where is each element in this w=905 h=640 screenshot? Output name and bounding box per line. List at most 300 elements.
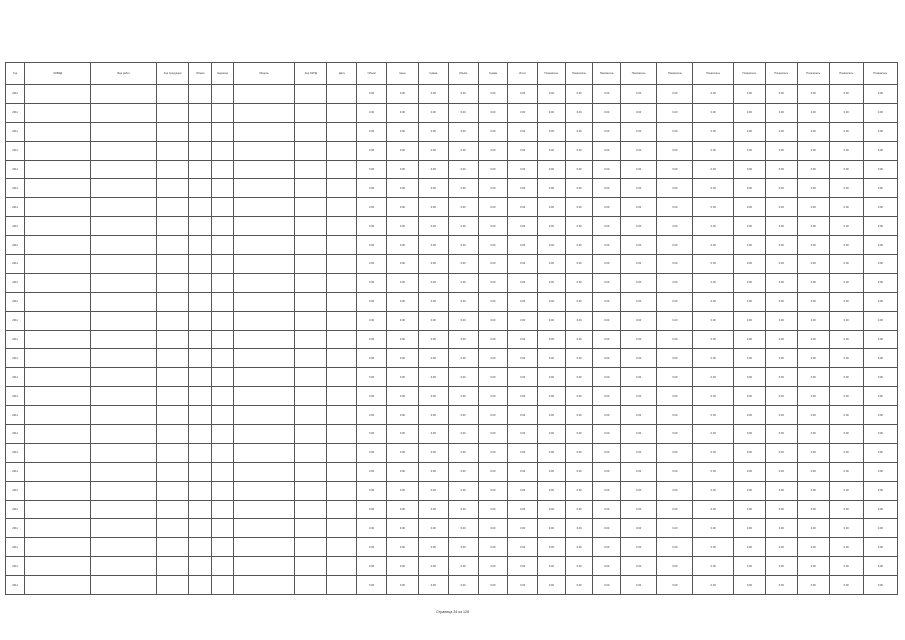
table-cell: 0.00 <box>565 538 593 557</box>
table-cell: 0.00 <box>733 368 765 387</box>
table-cell: 0.00 <box>357 406 387 425</box>
table-cell: 0.00 <box>538 122 566 141</box>
table-cell: 0.00 <box>538 311 566 330</box>
column-header: Объём <box>448 63 478 85</box>
table-cell <box>327 349 357 368</box>
table-cell: 0.00 <box>797 160 829 179</box>
table-cell: 0.00 <box>797 198 829 217</box>
table-cell: 0.00 <box>448 576 478 595</box>
table-cell: 0.00 <box>478 368 508 387</box>
table-cell: 0.00 <box>693 538 733 557</box>
table-cell <box>327 519 357 538</box>
table-cell: 2011 <box>6 198 25 217</box>
table-cell <box>295 443 327 462</box>
table-cell <box>295 557 327 576</box>
table-cell: 0.00 <box>829 103 863 122</box>
table-cell: 0.00 <box>593 462 621 481</box>
table-cell: 0.00 <box>386 273 418 292</box>
table-cell: 0.00 <box>863 406 897 425</box>
table-cell <box>189 217 212 236</box>
table-cell <box>25 217 91 236</box>
table-cell <box>25 198 91 217</box>
table-cell: 0.00 <box>593 255 621 274</box>
table-cell: 0.00 <box>863 273 897 292</box>
table-cell: 0.00 <box>357 292 387 311</box>
table-cell: 0.00 <box>765 368 797 387</box>
table-row <box>6 557 898 576</box>
table-cell: 0.00 <box>538 519 566 538</box>
table-cell: 0.00 <box>478 443 508 462</box>
table-cell <box>91 576 157 595</box>
table-cell: 0.00 <box>357 387 387 406</box>
table-cell: 2011 <box>6 557 25 576</box>
table-cell: 0.00 <box>797 255 829 274</box>
table-cell: 0.00 <box>657 292 693 311</box>
table-cell: 0.00 <box>478 500 508 519</box>
table-cell <box>25 443 91 462</box>
table-cell: 0.00 <box>621 538 657 557</box>
table-cell: 0.00 <box>565 292 593 311</box>
table-cell <box>25 538 91 557</box>
table-cell <box>327 538 357 557</box>
table-cell: 0.00 <box>797 519 829 538</box>
table-cell <box>157 217 189 236</box>
table-cell: 0.00 <box>657 236 693 255</box>
table-cell <box>233 179 295 198</box>
table-cell: 0.00 <box>386 557 418 576</box>
table-cell: 0.00 <box>538 255 566 274</box>
table-cell: 0.00 <box>733 557 765 576</box>
table-cell: 0.00 <box>765 387 797 406</box>
table-cell: 0.00 <box>508 576 538 595</box>
table-cell: 0.00 <box>386 311 418 330</box>
table-cell <box>212 255 233 274</box>
table-cell: 0.00 <box>829 519 863 538</box>
table-cell: 0.00 <box>448 217 478 236</box>
table-cell: 0.00 <box>657 387 693 406</box>
table-cell: 0.00 <box>797 387 829 406</box>
table-cell: 0.00 <box>829 387 863 406</box>
table-cell: 0.00 <box>863 311 897 330</box>
table-row <box>6 500 898 519</box>
table-cell: 0.00 <box>418 141 448 160</box>
table-cell: 0.00 <box>448 236 478 255</box>
table-cell: 0.00 <box>418 179 448 198</box>
table-cell: 0.00 <box>657 141 693 160</box>
table-cell <box>212 217 233 236</box>
table-cell: 0.00 <box>593 519 621 538</box>
table-cell: 0.00 <box>733 141 765 160</box>
table-cell <box>212 519 233 538</box>
table-cell: 0.00 <box>538 406 566 425</box>
table-cell <box>295 500 327 519</box>
table-cell: 0.00 <box>508 368 538 387</box>
table-cell: 0.00 <box>621 198 657 217</box>
table-cell: 0.00 <box>765 538 797 557</box>
table-cell: 0.00 <box>797 141 829 160</box>
table-cell <box>157 519 189 538</box>
table-cell: 0.00 <box>418 122 448 141</box>
table-cell <box>212 311 233 330</box>
table-cell: 0.00 <box>863 462 897 481</box>
column-header: Вид работ <box>91 63 157 85</box>
table-cell: 0.00 <box>448 330 478 349</box>
column-header: Дата <box>327 63 357 85</box>
table-cell: 0.00 <box>386 538 418 557</box>
table-cell: 0.00 <box>693 330 733 349</box>
table-cell: 0.00 <box>478 330 508 349</box>
table-cell: 0.00 <box>733 462 765 481</box>
table-cell: 0.00 <box>765 255 797 274</box>
table-cell: 0.00 <box>863 179 897 198</box>
table-cell: 0.00 <box>386 519 418 538</box>
table-cell: 0.00 <box>448 122 478 141</box>
table-cell: 0.00 <box>765 198 797 217</box>
table-cell: 0.00 <box>448 141 478 160</box>
table-cell: 0.00 <box>863 217 897 236</box>
table-cell <box>327 273 357 292</box>
table-cell: 0.00 <box>508 236 538 255</box>
table-cell: 0.00 <box>508 349 538 368</box>
table-cell: 0.00 <box>621 576 657 595</box>
table-cell: 2011 <box>6 500 25 519</box>
table-cell: 0.00 <box>657 576 693 595</box>
table-cell <box>212 103 233 122</box>
column-header: Показатель <box>765 63 797 85</box>
table-cell: 0.00 <box>418 236 448 255</box>
table-cell <box>295 236 327 255</box>
table-cell: 0.00 <box>797 443 829 462</box>
table-cell <box>157 103 189 122</box>
table-cell <box>189 236 212 255</box>
table-cell: 0.00 <box>797 311 829 330</box>
table-cell <box>25 292 91 311</box>
table-cell: 0.00 <box>508 481 538 500</box>
table-cell <box>212 273 233 292</box>
table-cell <box>327 500 357 519</box>
table-cell: 0.00 <box>765 217 797 236</box>
table-cell: 0.00 <box>765 236 797 255</box>
table-cell <box>25 160 91 179</box>
table-cell: 2011 <box>6 141 25 160</box>
table-cell <box>212 349 233 368</box>
table-cell: 0.00 <box>386 160 418 179</box>
table-cell <box>189 425 212 444</box>
table-cell: 0.00 <box>765 500 797 519</box>
table-cell: 0.00 <box>593 122 621 141</box>
table-cell: 0.00 <box>733 236 765 255</box>
table-cell: 0.00 <box>538 217 566 236</box>
table-cell: 0.00 <box>565 425 593 444</box>
table-cell: 0.00 <box>693 387 733 406</box>
table-cell: 0.00 <box>693 557 733 576</box>
table-cell <box>25 425 91 444</box>
table-cell: 0.00 <box>863 122 897 141</box>
table-cell: 0.00 <box>386 368 418 387</box>
table-cell <box>233 198 295 217</box>
table-row <box>6 292 898 311</box>
table-cell: 0.00 <box>593 500 621 519</box>
table-cell: 0.00 <box>733 538 765 557</box>
table-cell: 2011 <box>6 538 25 557</box>
table-cell: 0.00 <box>593 387 621 406</box>
table-cell <box>157 443 189 462</box>
table-cell <box>212 425 233 444</box>
table-cell <box>233 311 295 330</box>
table-cell <box>91 406 157 425</box>
table-cell: 0.00 <box>829 538 863 557</box>
table-cell <box>91 160 157 179</box>
table-row <box>6 255 898 274</box>
table-cell <box>233 217 295 236</box>
table-cell <box>327 85 357 104</box>
table-cell: 0.00 <box>538 500 566 519</box>
table-cell: 0.00 <box>357 425 387 444</box>
table-cell: 0.00 <box>357 198 387 217</box>
table-cell: 0.00 <box>538 273 566 292</box>
table-cell: 0.00 <box>657 519 693 538</box>
table-cell: 0.00 <box>797 406 829 425</box>
table-cell: 0.00 <box>797 557 829 576</box>
table-cell: 0.00 <box>448 538 478 557</box>
table-cell <box>25 500 91 519</box>
table-cell: 0.00 <box>593 85 621 104</box>
table-cell: 0.00 <box>448 349 478 368</box>
table-cell: 0.00 <box>508 141 538 160</box>
table-cell: 0.00 <box>621 519 657 538</box>
table-cell: 0.00 <box>418 103 448 122</box>
table-cell: 0.00 <box>565 160 593 179</box>
table-cell: 0.00 <box>765 160 797 179</box>
table-cell: 0.00 <box>386 179 418 198</box>
table-cell <box>157 406 189 425</box>
table-cell: 0.00 <box>733 425 765 444</box>
table-cell <box>25 368 91 387</box>
table-cell <box>295 292 327 311</box>
table-row <box>6 425 898 444</box>
table-cell: 0.00 <box>657 179 693 198</box>
table-cell <box>157 141 189 160</box>
table-cell: 0.00 <box>593 311 621 330</box>
table-cell <box>91 141 157 160</box>
table-cell: 0.00 <box>386 406 418 425</box>
table-cell: 0.00 <box>538 538 566 557</box>
table-cell <box>327 557 357 576</box>
table-cell <box>295 462 327 481</box>
table-cell: 0.00 <box>448 311 478 330</box>
table-cell: 0.00 <box>565 368 593 387</box>
table-cell: 0.00 <box>538 443 566 462</box>
table-cell <box>157 481 189 500</box>
table-cell <box>157 557 189 576</box>
table-cell: 0.00 <box>765 122 797 141</box>
column-header: Показатель <box>733 63 765 85</box>
table-cell: 0.00 <box>478 217 508 236</box>
table-cell: 0.00 <box>621 368 657 387</box>
table-cell: 0.00 <box>621 85 657 104</box>
table-cell: 0.00 <box>565 330 593 349</box>
column-header: Код продукции <box>157 63 189 85</box>
table-cell: 0.00 <box>418 273 448 292</box>
table-cell: 0.00 <box>508 519 538 538</box>
table-cell: 0.00 <box>829 85 863 104</box>
table-cell: 0.00 <box>386 255 418 274</box>
table-cell: 0.00 <box>448 557 478 576</box>
table-cell: 2011 <box>6 217 25 236</box>
table-cell <box>189 576 212 595</box>
table-cell: 0.00 <box>693 349 733 368</box>
table-cell: 0.00 <box>508 443 538 462</box>
table-cell: 0.00 <box>418 425 448 444</box>
table-cell <box>233 122 295 141</box>
table-cell: 0.00 <box>765 425 797 444</box>
table-cell: 0.00 <box>357 330 387 349</box>
table-cell <box>25 236 91 255</box>
table-cell: 0.00 <box>733 160 765 179</box>
table-cell: 0.00 <box>797 85 829 104</box>
table-cell <box>189 462 212 481</box>
table-cell: 0.00 <box>693 292 733 311</box>
table-cell: 0.00 <box>418 330 448 349</box>
table-cell: 0.00 <box>693 198 733 217</box>
table-cell: 0.00 <box>565 311 593 330</box>
table-cell: 2011 <box>6 179 25 198</box>
table-cell: 0.00 <box>765 179 797 198</box>
table-cell: 0.00 <box>478 179 508 198</box>
table-cell <box>233 85 295 104</box>
column-header: Модель <box>233 63 295 85</box>
table-cell <box>212 141 233 160</box>
table-cell <box>157 500 189 519</box>
table-cell <box>157 425 189 444</box>
table-cell <box>327 311 357 330</box>
table-cell: 0.00 <box>693 368 733 387</box>
table-cell: 0.00 <box>657 311 693 330</box>
table-cell: 0.00 <box>538 160 566 179</box>
table-cell: 0.00 <box>621 103 657 122</box>
table-cell: 0.00 <box>565 122 593 141</box>
table-cell: 0.00 <box>357 160 387 179</box>
table-cell: 0.00 <box>418 217 448 236</box>
table-cell: 0.00 <box>593 236 621 255</box>
table-cell: 0.00 <box>657 103 693 122</box>
table-cell: 0.00 <box>508 179 538 198</box>
table-cell <box>212 500 233 519</box>
table-cell <box>91 425 157 444</box>
table-cell: 0.00 <box>418 481 448 500</box>
table-cell: 0.00 <box>565 443 593 462</box>
table-cell: 0.00 <box>765 330 797 349</box>
table-cell: 0.00 <box>357 179 387 198</box>
column-header: Показатель <box>797 63 829 85</box>
table-cell <box>233 425 295 444</box>
table-cell <box>295 179 327 198</box>
table-cell <box>157 538 189 557</box>
table-cell: 0.00 <box>386 425 418 444</box>
table-cell: 2011 <box>6 160 25 179</box>
table-cell: 0.00 <box>593 160 621 179</box>
table-cell: 0.00 <box>357 462 387 481</box>
table-cell: 0.00 <box>508 500 538 519</box>
table-cell <box>327 425 357 444</box>
table-cell <box>295 368 327 387</box>
table-cell: 0.00 <box>593 292 621 311</box>
table-cell <box>295 481 327 500</box>
table-cell: 0.00 <box>829 236 863 255</box>
table-cell: 2011 <box>6 311 25 330</box>
table-cell <box>189 311 212 330</box>
table-cell: 0.00 <box>829 462 863 481</box>
table-cell: 2011 <box>6 425 25 444</box>
table-cell: 0.00 <box>448 387 478 406</box>
table-cell: 0.00 <box>657 217 693 236</box>
table-cell: 0.00 <box>357 311 387 330</box>
table-row <box>6 217 898 236</box>
column-header: Код ОКПД <box>295 63 327 85</box>
table-cell: 0.00 <box>657 368 693 387</box>
table-cell: 0.00 <box>733 255 765 274</box>
table-cell <box>295 311 327 330</box>
table-cell <box>91 85 157 104</box>
table-cell: 0.00 <box>733 85 765 104</box>
table-cell: 0.00 <box>733 481 765 500</box>
table-cell <box>295 198 327 217</box>
table-cell: 0.00 <box>386 387 418 406</box>
table-cell: 0.00 <box>621 387 657 406</box>
table-cell: 0.00 <box>863 198 897 217</box>
page-footer: Страница 34 из 128 <box>436 610 469 614</box>
table-cell: 0.00 <box>418 443 448 462</box>
table-cell: 0.00 <box>386 349 418 368</box>
table-cell: 0.00 <box>593 103 621 122</box>
table-cell <box>212 236 233 255</box>
table-cell <box>327 406 357 425</box>
table-cell: 0.00 <box>357 349 387 368</box>
table-cell: 0.00 <box>829 217 863 236</box>
table-cell: 0.00 <box>357 538 387 557</box>
table-cell <box>189 538 212 557</box>
register-table <box>5 62 898 595</box>
table-cell: 0.00 <box>621 236 657 255</box>
table-cell: 0.00 <box>418 538 448 557</box>
table-cell: 0.00 <box>733 500 765 519</box>
table-cell: 0.00 <box>863 236 897 255</box>
table-cell: 0.00 <box>565 198 593 217</box>
table-cell <box>233 103 295 122</box>
table-cell: 0.00 <box>765 292 797 311</box>
table-cell: 0.00 <box>418 255 448 274</box>
table-cell: 0.00 <box>478 141 508 160</box>
table-cell: 0.00 <box>863 576 897 595</box>
table-row <box>6 443 898 462</box>
table-cell: 0.00 <box>565 217 593 236</box>
column-header: Показатель <box>693 63 733 85</box>
table-row <box>6 179 898 198</box>
table-cell <box>189 330 212 349</box>
table-cell <box>233 368 295 387</box>
table-cell: 0.00 <box>765 576 797 595</box>
table-cell: 0.00 <box>386 292 418 311</box>
table-cell: 0.00 <box>863 519 897 538</box>
table-cell: 0.00 <box>357 141 387 160</box>
table-cell: 0.00 <box>565 557 593 576</box>
table-cell <box>233 349 295 368</box>
table-cell: 0.00 <box>657 481 693 500</box>
table-cell: 0.00 <box>621 255 657 274</box>
table-cell: 0.00 <box>508 273 538 292</box>
table-cell: 0.00 <box>733 217 765 236</box>
table-cell: 0.00 <box>621 557 657 576</box>
